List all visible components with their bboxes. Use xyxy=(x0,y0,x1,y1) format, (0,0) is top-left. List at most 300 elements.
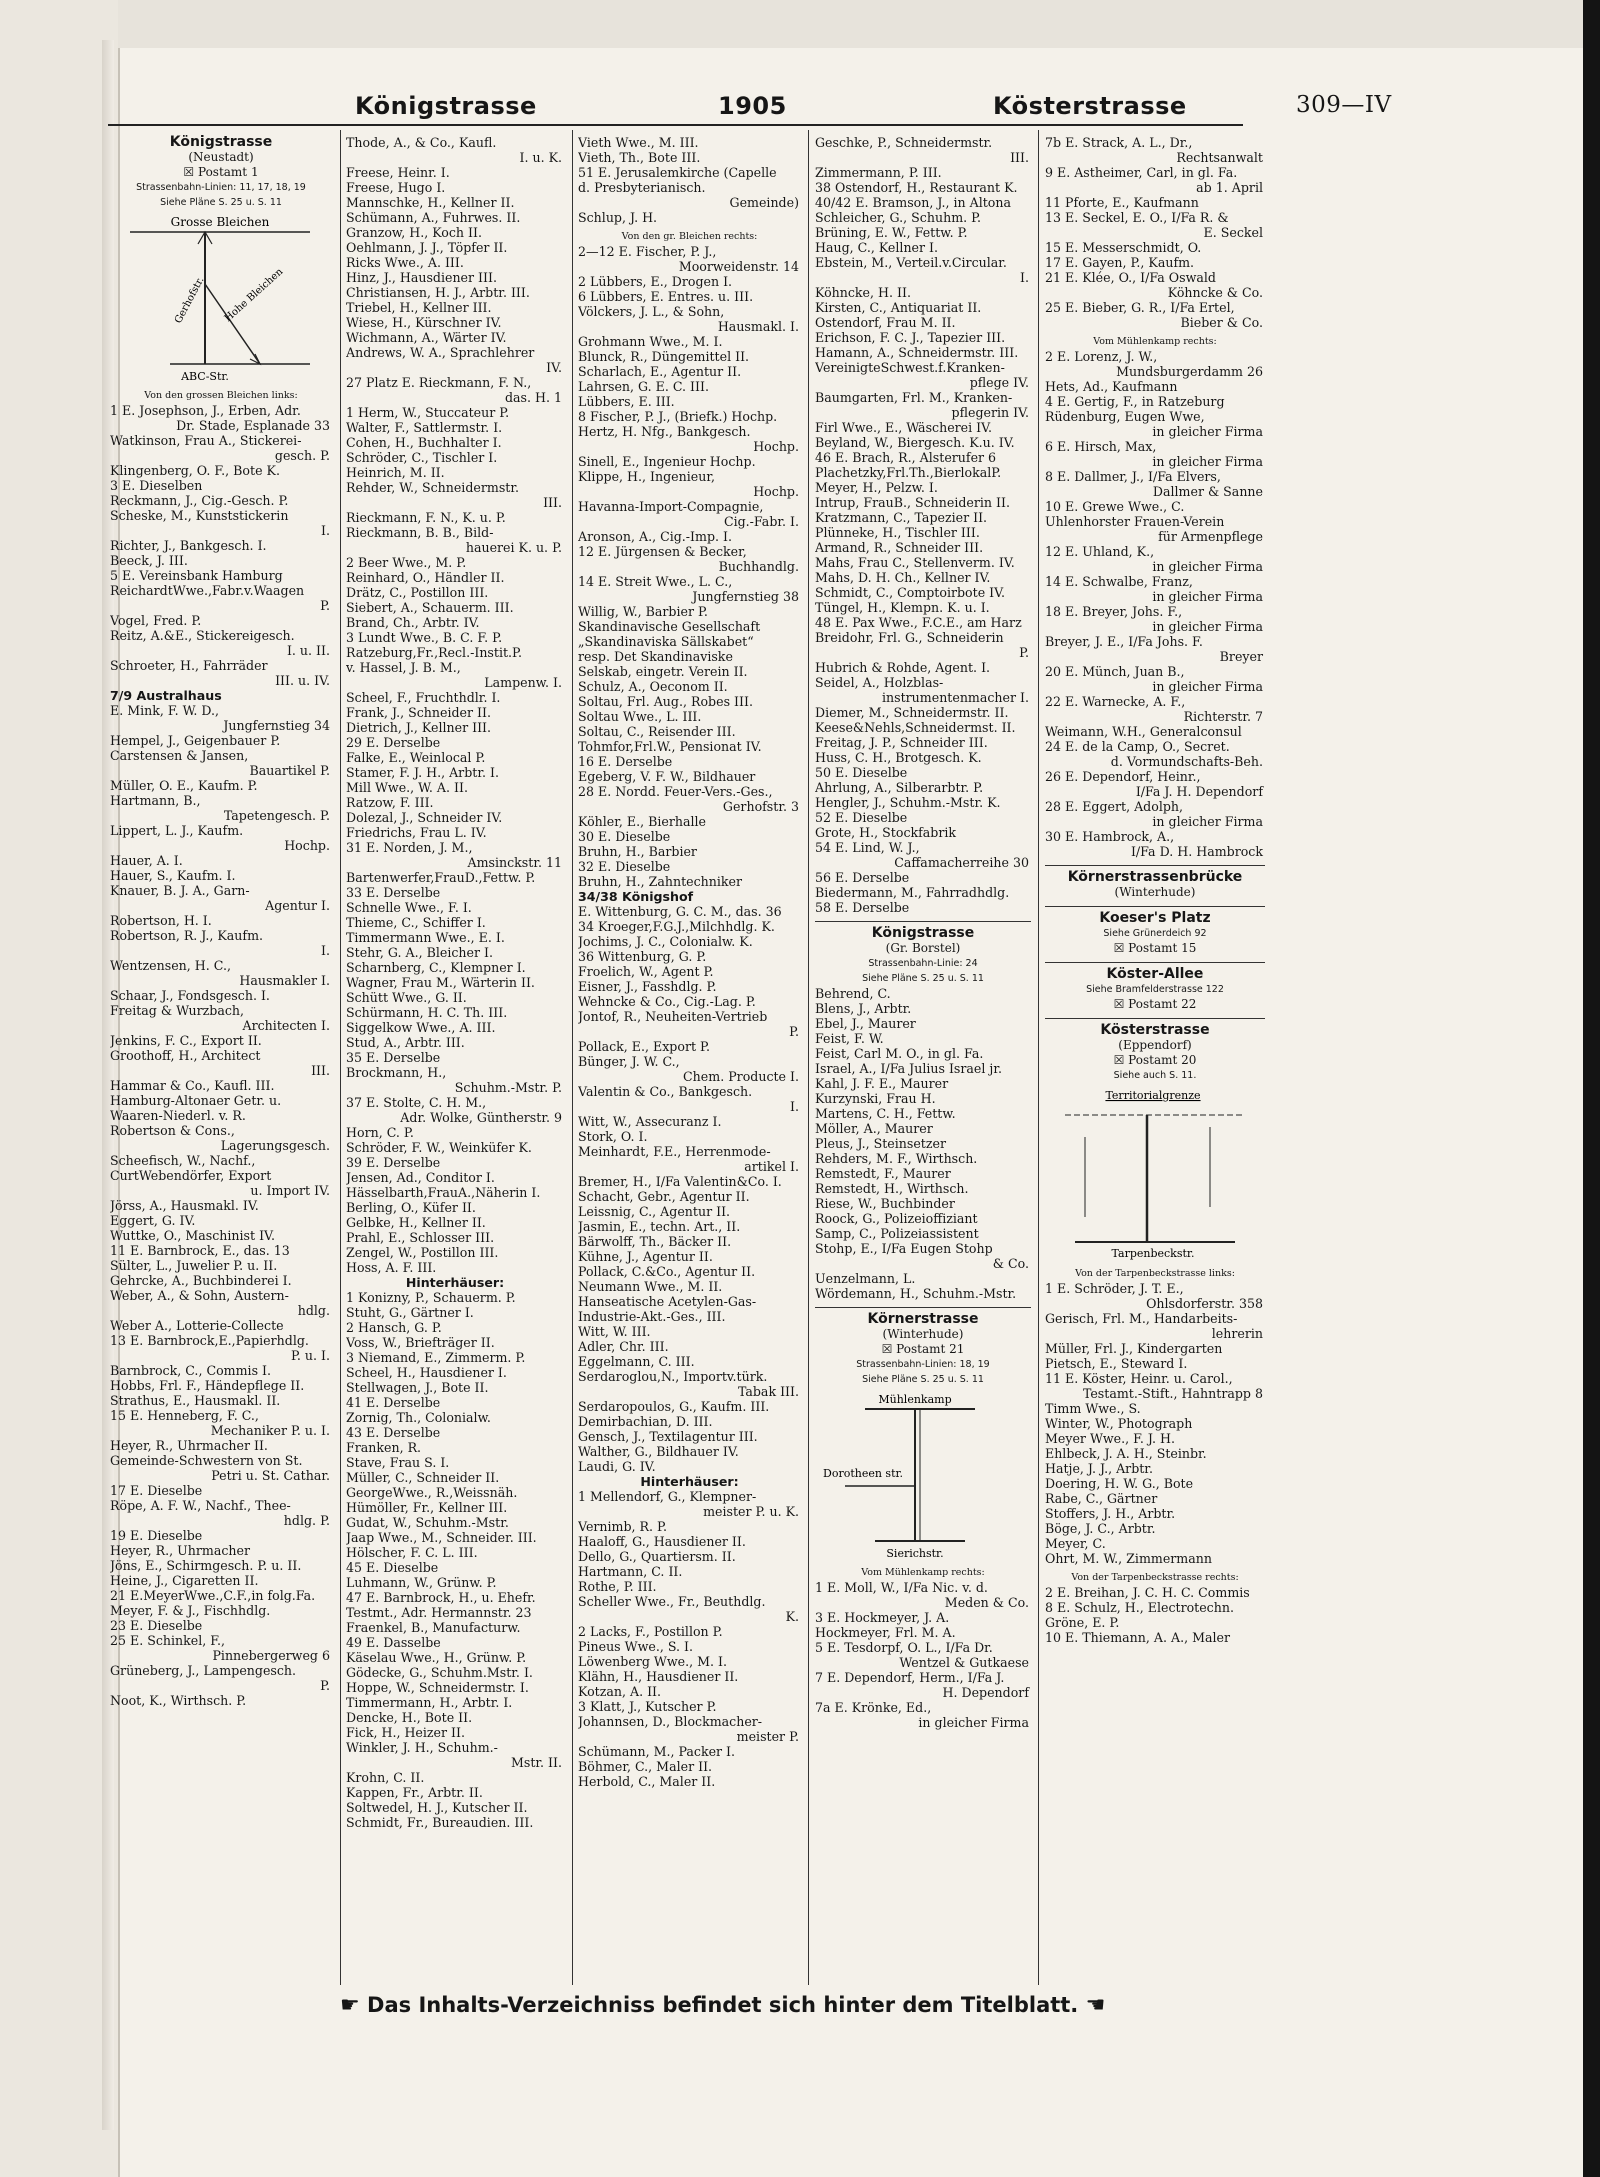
directory-entry: GeorgeWwe., R.,Weissnäh. xyxy=(346,1485,518,1500)
directory-entry: Stud, A., Arbtr. III. xyxy=(346,1035,465,1050)
directory-entry: Mannschke, H., Kellner II. xyxy=(346,195,515,210)
directory-entry: Hochp. xyxy=(753,439,799,454)
directory-entry: 32 E. Dieselbe xyxy=(578,859,671,874)
directory-entry: Watkinson, Frau A., Stickerei- xyxy=(110,433,302,448)
directory-entry: Köhler, E., Bierhalle xyxy=(578,814,706,829)
directory-entry: Noot, K., Wirthsch. P. xyxy=(110,1693,247,1708)
directory-entry: 2 E. Lorenz, J. W., xyxy=(1045,349,1158,364)
header-year: 1905 xyxy=(718,92,787,120)
directory-entry: Rüdenburg, Eugen Wwe, xyxy=(1045,409,1205,424)
directory-entry: meister P. xyxy=(736,1729,799,1744)
directory-entry: 14 E. Streit Wwe., L. C., xyxy=(578,574,733,589)
directory-entry: 7b E. Strack, A. L., Dr., xyxy=(1045,135,1193,150)
directory-entry: Schulz, A., Oeconom II. xyxy=(578,679,728,694)
directory-entry: Hümöller, Fr., Kellner III. xyxy=(346,1500,508,1515)
directory-entry: Winkler, J. H., Schuhm.- xyxy=(346,1740,498,1755)
directory-entry: 3 Lundt Wwe., B. C. F. P. xyxy=(346,630,503,645)
directory-entry: Hammar & Co., Kaufl. III. xyxy=(110,1078,275,1093)
directory-entry: Kahl, J. F. E., Maurer xyxy=(815,1076,949,1091)
footer-text: Das Inhalts-Verzeichniss befindet sich hinter dem Titelblatt. xyxy=(367,1993,1079,2017)
directory-entry: Armand, R., Schneider III. xyxy=(815,540,984,555)
directory-entry: Ebstein, M., Verteil.v.Circular. xyxy=(815,255,1007,270)
directory-entry: Bartenwerfer,FrauD.,Fettw. P. xyxy=(346,870,536,885)
map-label: ABC-Str. xyxy=(181,370,229,383)
directory-entry: Hochp. xyxy=(284,838,330,853)
directory-entry: 47 E. Barnbrock, H., u. Ehefr. xyxy=(346,1590,536,1605)
directory-entry: pflegerin IV. xyxy=(951,405,1029,420)
directory-entry: d. Vormundschafts-Beh. xyxy=(1110,754,1263,769)
map-label: Territorialgrenze xyxy=(1105,1089,1201,1102)
directory-entry: Architecten I. xyxy=(242,1018,330,1033)
directory-entry: Prahl, E., Schlosser III. xyxy=(346,1230,495,1245)
directory-entry: Carstensen & Jansen, xyxy=(110,748,249,763)
directory-entry: ☒ Postamt 1 xyxy=(183,165,259,179)
directory-entry: 1 E. Moll, W., I/Fa Nic. v. d. xyxy=(815,1580,988,1595)
directory-entry: Gerhofstr. 3 xyxy=(722,799,799,814)
directory-entry: Frank, J., Schneider II. xyxy=(346,705,491,720)
directory-entry: Schürmann, H. C. Th. III. xyxy=(346,1005,508,1020)
directory-entry: resp. Det Skandinaviske xyxy=(578,649,733,664)
directory-entry: Ratzow, F. III. xyxy=(346,795,434,810)
directory-entry: Lagerungsgesch. xyxy=(220,1138,330,1153)
directory-entry: Hengler, J., Schuhm.-Mstr. K. xyxy=(815,795,1001,810)
directory-entry: Strassenbahn-Linie: 24 xyxy=(868,958,978,969)
directory-entry: P. u. I. xyxy=(290,1348,330,1363)
pointing-hand-icon: ☛ xyxy=(340,1993,360,2018)
directory-entry: 34 Kroeger,F.G.J.,Milchhdlg. K. xyxy=(578,919,775,934)
directory-entry: Plachetzky,Frl.Th.,BierlokalP. xyxy=(815,465,1002,480)
directory-entry: Scheller Wwe., Fr., Beuthdlg. xyxy=(578,1594,766,1609)
direction-note: Von den grossen Bleichen links: xyxy=(144,390,298,401)
directory-entry: u. Import IV. xyxy=(250,1183,330,1198)
direction-note: Vom Mühlenkamp rechts: xyxy=(861,1567,985,1578)
directory-entry: Groothoff, H., Architect xyxy=(110,1048,261,1063)
directory-entry: Köhncke & Co. xyxy=(1167,285,1263,300)
street-map xyxy=(110,214,330,384)
directory-entry: Andrews, W. A., Sprachlehrer xyxy=(346,345,535,360)
directory-entry: Pollack, E., Export P. xyxy=(578,1039,710,1054)
directory-entry: Doering, H. W. G., Bote xyxy=(1045,1476,1194,1491)
directory-entry: Dietrich, J., Kellner III. xyxy=(346,720,492,735)
section-divider xyxy=(1045,865,1265,866)
directory-entry: Serdaroglou,N., Importv.türk. xyxy=(578,1369,768,1384)
directory-column-4 xyxy=(815,135,1031,1980)
directory-entry: Kirsten, C., Antiquariat II. xyxy=(815,300,982,315)
directory-entry: Huss, C. H., Brotgesch. K. xyxy=(815,750,982,765)
directory-entry: Klingenberg, O. F., Bote K. xyxy=(110,463,280,478)
page-header xyxy=(0,92,1600,132)
directory-entry: 52 E. Dieselbe xyxy=(815,810,908,825)
directory-entry: Dello, G., Quartiersm. II. xyxy=(578,1549,736,1564)
directory-entry: Friedrichs, Frau L. IV. xyxy=(346,825,487,840)
book-gutter xyxy=(0,0,120,2177)
directory-entry: Ahrlung, A., Silberarbtr. P. xyxy=(815,780,984,795)
directory-entry: 7/9 Australhaus xyxy=(110,688,222,703)
directory-entry: Hockmeyer, Frl. M. A. xyxy=(815,1625,956,1640)
directory-entry: ☒ Postamt 21 xyxy=(881,1342,965,1356)
directory-entry: Testamt.-Stift., Hahntrapp 8 xyxy=(1082,1386,1263,1401)
directory-entry: Scharnberg, C., Klempner I. xyxy=(346,960,526,975)
directory-entry: 50 E. Dieselbe xyxy=(815,765,908,780)
directory-entry: Müller, Frl. J., Kindergarten xyxy=(1045,1341,1223,1356)
directory-entry: Zimmermann, P. III. xyxy=(815,165,942,180)
directory-entry: Scheel, H., Hausdiener I. xyxy=(346,1365,507,1380)
directory-entry: Beyland, W., Biergesch. K.u. IV. xyxy=(815,435,1015,450)
directory-entry: Wentzensen, H. C., xyxy=(110,958,231,973)
directory-entry: Voss, W., Briefträger II. xyxy=(346,1335,495,1350)
directory-entry: 39 E. Derselbe xyxy=(346,1155,441,1170)
directory-entry: Schröder, C., Tischler I. xyxy=(346,450,498,465)
directory-entry: Kratzmann, C., Tapezier II. xyxy=(815,510,988,525)
directory-entry: Baumgarten, Frl. M., Kranken- xyxy=(815,390,1013,405)
directory-entry: 4 E. Gertig, F., in Ratzeburg xyxy=(1045,394,1225,409)
directory-entry: in gleicher Firma xyxy=(1152,589,1263,604)
directory-entry: Hamburg-Altonaer Getr. u. xyxy=(110,1093,282,1108)
directory-entry: Möller, A., Maurer xyxy=(815,1121,933,1136)
directory-entry: meister P. u. K. xyxy=(703,1504,799,1519)
directory-entry: Leissnig, C., Agentur II. xyxy=(578,1204,731,1219)
directory-entry: Adler, Chr. III. xyxy=(578,1339,669,1354)
directory-entry: Pietsch, E., Steward I. xyxy=(1045,1356,1188,1371)
directory-entry: hauerei K. u. P. xyxy=(465,540,562,555)
header-left-street: Königstrasse xyxy=(355,92,537,120)
directory-entry: Wiese, H., Kürschner IV. xyxy=(346,315,502,330)
directory-entry: Bärwolff, Th., Bäcker II. xyxy=(578,1234,732,1249)
directory-entry: Plünneke, H., Tischler III. xyxy=(815,525,980,540)
directory-entry: Weber A., Lotterie-Collecte xyxy=(110,1318,284,1333)
directory-entry: Siggelkow Wwe., A. III. xyxy=(346,1020,496,1035)
directory-entry: Stehr, G. A., Bleicher I. xyxy=(346,945,493,960)
directory-entry: Hässelbarth,FrauA.,Näherin I. xyxy=(346,1185,541,1200)
directory-entry: Kühne, J., Agentur II. xyxy=(578,1249,713,1264)
directory-entry: Soltau Wwe., L. III. xyxy=(578,709,702,724)
directory-entry: 30 E. Dieselbe xyxy=(578,829,671,844)
directory-column-5 xyxy=(1045,135,1265,1980)
directory-entry: 16 E. Derselbe xyxy=(578,754,673,769)
directory-entry: Hausmakl. I. xyxy=(717,319,799,334)
directory-entry: Grote, H., Stockfabrik xyxy=(815,825,957,840)
directory-entry: Robertson, H. I. xyxy=(110,913,212,928)
directory-entry: Scheel, F., Fruchthdlr. I. xyxy=(346,690,501,705)
directory-entry: Krohn, C. II. xyxy=(346,1770,425,1785)
directory-entry: Uenzelmann, L. xyxy=(815,1271,916,1286)
section-divider xyxy=(815,1307,1031,1308)
directory-entry: Sinell, E., Ingenieur Hochp. xyxy=(578,454,756,469)
street-map xyxy=(815,1391,1029,1561)
directory-entry: Bauartikel P. xyxy=(249,763,330,778)
directory-entry: Jörss, A., Hausmakl. IV. xyxy=(110,1198,259,1213)
directory-entry: 28 E. Eggert, Adolph, xyxy=(1045,799,1184,814)
directory-entry: 25 E. Bieber, G. R., I/Fa Ertel, xyxy=(1045,300,1235,315)
directory-entry: 18 E. Breyer, Johs. F., xyxy=(1045,604,1183,619)
directory-entry: Thieme, C., Schiffer I. xyxy=(346,915,486,930)
directory-entry: Feist, F. W. xyxy=(815,1031,884,1046)
directory-entry: Hinterhäuser: xyxy=(405,1275,505,1290)
directory-entry: Testmt., Adr. Hermannstr. 23 xyxy=(346,1605,532,1620)
directory-entry: Ohlsdorferstr. 358 xyxy=(1146,1296,1263,1311)
directory-entry: Biedermann, M., Fahrradhdlg. xyxy=(815,885,1010,900)
directory-entry: 25 E. Schinkel, F., xyxy=(110,1633,226,1648)
directory-entry: Johannsen, D., Blockmacher- xyxy=(578,1714,763,1729)
directory-column-2 xyxy=(346,135,564,1980)
directory-entry: Hobbs, Frl. F., Händepflege II. xyxy=(110,1378,305,1393)
directory-entry: (Gr. Borstel) xyxy=(885,941,961,955)
directory-entry: Bünger, J. W. C., xyxy=(578,1054,680,1069)
directory-entry: Hochp. xyxy=(753,484,799,499)
directory-entry: Mill Wwe., W. A. II. xyxy=(346,780,468,795)
directory-entry: I. xyxy=(321,943,330,958)
directory-entry: Tapetengesch. P. xyxy=(223,808,330,823)
directory-entry: Hets, Ad., Kaufmann xyxy=(1045,379,1178,394)
directory-entry: Fraenkel, B., Manufacturw. xyxy=(346,1620,521,1635)
directory-entry: 10 E. Thiemann, A. A., Maler xyxy=(1045,1630,1231,1645)
directory-entry: Bieber & Co. xyxy=(1180,315,1263,330)
directory-entry: Winter, W., Photograph xyxy=(1045,1416,1193,1431)
directory-entry: 1 E. Schröder, J. T. E., xyxy=(1045,1281,1184,1296)
directory-entry: Hartmann, C. II. xyxy=(578,1564,683,1579)
header-right-street: Kösterstrasse xyxy=(993,92,1187,120)
directory-entry: Erichson, F. C. J., Tapezier III. xyxy=(815,330,1006,345)
directory-entry: in gleicher Firma xyxy=(918,1715,1029,1730)
directory-entry: 29 E. Derselbe xyxy=(346,735,441,750)
directory-entry: Stave, Frau S. I. xyxy=(346,1455,450,1470)
directory-entry: Eggert, G. IV. xyxy=(110,1213,196,1228)
directory-entry: 14 E. Schwalbe, Franz, xyxy=(1045,574,1193,589)
directory-entry: Froelich, W., Agent P. xyxy=(578,964,714,979)
directory-entry: in gleicher Firma xyxy=(1152,619,1263,634)
directory-entry: Weber, A., & Sohn, Austern- xyxy=(110,1288,289,1303)
directory-entry: 10 E. Grewe Wwe., C. xyxy=(1045,499,1185,514)
directory-entry: Selskab, eingetr. Verein II. xyxy=(578,664,748,679)
directory-entry: Gröne, E. P. xyxy=(1045,1615,1120,1630)
directory-entry: in gleicher Firma xyxy=(1152,814,1263,829)
directory-entry: Mundsburgerdamm 26 xyxy=(1116,364,1263,379)
directory-entry: „Skandinaviska Sällskabet“ xyxy=(578,634,754,649)
directory-entry: Heyer, R., Uhrmacher II. xyxy=(110,1438,268,1453)
directory-entry: Jungfernstieg 34 xyxy=(223,718,330,733)
directory-entry: Jungfernstieg 38 xyxy=(692,589,799,604)
directory-entry: Roock, G., Polizeioffiziant xyxy=(815,1211,978,1226)
directory-entry: Pinnebergerweg 6 xyxy=(212,1648,330,1663)
directory-entry: Havanna-Import-Compagnie, xyxy=(578,499,764,514)
directory-entry: Freese, Heinr. I. xyxy=(346,165,450,180)
directory-entry: 8 E. Dallmer, J., I/Fa Elvers, xyxy=(1045,469,1221,484)
directory-entry: Timmermann Wwe., E. I. xyxy=(346,930,505,945)
directory-entry: 31 E. Norden, J. M., xyxy=(346,840,473,855)
directory-entry: Witt, W. III. xyxy=(578,1324,651,1339)
directory-entry: Hausmakler I. xyxy=(239,973,330,988)
street-heading: Königstrasse xyxy=(871,926,975,941)
directory-entry: P. xyxy=(320,1678,330,1693)
section-divider xyxy=(1045,906,1265,907)
directory-entry: 15 E. Messerschmidt, O. xyxy=(1045,240,1202,255)
directory-entry: 19 E. Dieselbe xyxy=(110,1528,203,1543)
directory-entry: P. xyxy=(320,598,330,613)
directory-entry: E. Seckel xyxy=(1203,225,1263,240)
directory-entry: Richterstr. 7 xyxy=(1183,709,1263,724)
directory-entry: Timm Wwe., S. xyxy=(1045,1401,1141,1416)
directory-entry: Ehlbeck, J. A. H., Steinbr. xyxy=(1045,1446,1207,1461)
directory-entry: Stamer, F. J. H., Arbtr. I. xyxy=(346,765,499,780)
directory-entry: Feist, Carl M. O., in gl. Fa. xyxy=(815,1046,984,1061)
map-label: Tarpenbeckstr. xyxy=(1111,1247,1195,1260)
directory-entry: Müller, C., Schneider II. xyxy=(346,1470,500,1485)
directory-entry: 5 E. Tesdorpf, O. L., I/Fa Dr. xyxy=(815,1640,993,1655)
directory-entry: Pineus Wwe., S. I. xyxy=(578,1639,693,1654)
directory-entry: Rehder, W., Schneidermstr. xyxy=(346,480,519,495)
directory-entry: Rieckmann, B. B., Bild- xyxy=(346,525,494,540)
directory-entry: Gemeinde) xyxy=(729,195,799,210)
directory-entry: für Armenpflege xyxy=(1158,529,1263,544)
directory-entry: Vogel, Fred. P. xyxy=(110,613,202,628)
directory-entry: Chem. Producte I. xyxy=(683,1069,799,1084)
directory-entry: 20 E. Münch, Juan B., xyxy=(1045,664,1185,679)
directory-entry: Cohen, H., Buchhalter I. xyxy=(346,435,502,450)
directory-entry: Scheefisch, W., Nachf., xyxy=(110,1153,256,1168)
directory-entry: Hamann, A., Schneidermstr. III. xyxy=(815,345,1019,360)
directory-entry: Gensch, J., Textilagentur III. xyxy=(578,1429,758,1444)
directory-entry: Schlup, J. H. xyxy=(578,210,658,225)
directory-entry: Jasmin, E., techn. Art., II. xyxy=(578,1219,741,1234)
directory-entry: Meden & Co. xyxy=(944,1595,1029,1610)
directory-entry: 17 E. Dieselbe xyxy=(110,1483,203,1498)
directory-entry: Rothe, P. III. xyxy=(578,1579,657,1594)
directory-entry: artikel I. xyxy=(744,1159,799,1174)
directory-entry: Mahs, Frau C., Stellenverm. IV. xyxy=(815,555,1015,570)
directory-entry: Hinterhäuser: xyxy=(640,1474,739,1489)
directory-entry: Wagner, Frau M., Wärterin II. xyxy=(346,975,535,990)
directory-entry: 2 Hansch, G. P. xyxy=(346,1320,442,1335)
directory-entry: E. Mink, F. W. D., xyxy=(110,703,220,718)
directory-entry: Rieckmann, F. N., K. u. P. xyxy=(346,510,506,525)
direction-note: Von der Tarpenbeckstrasse links: xyxy=(1075,1268,1235,1279)
directory-entry: Schaar, J., Fondsgesch. I. xyxy=(110,988,270,1003)
directory-entry: Klähn, H., Hausdiener II. xyxy=(578,1669,739,1684)
directory-entry: Hempel, J., Geigenbauer P. xyxy=(110,733,281,748)
directory-entry: gesch. P. xyxy=(274,448,330,463)
directory-entry: Tüngel, H., Klempn. K. u. I. xyxy=(815,600,990,615)
directory-entry: Müller, O. E., Kaufm. P. xyxy=(110,778,258,793)
directory-entry: & Co. xyxy=(992,1256,1029,1271)
directory-entry: Ohrt, M. W., Zimmermann xyxy=(1045,1551,1212,1566)
directory-entry: Schröder, F. W., Weinküfer K. xyxy=(346,1140,532,1155)
directory-entry: Meinhardt, F.E., Herrenmode- xyxy=(578,1144,771,1159)
directory-entry: Keese&Nehls,Schneidermst. II. xyxy=(815,720,1016,735)
directory-entry: Remstedt, F., Maurer xyxy=(815,1166,951,1181)
directory-entry: Vieth, Th., Bote III. xyxy=(578,150,701,165)
directory-entry: Bruhn, H., Zahntechniker xyxy=(578,874,743,889)
directory-entry: Grohmann Wwe., M. I. xyxy=(578,334,723,349)
directory-entry: 3 Niemand, E., Zimmerm. P. xyxy=(346,1350,526,1365)
directory-entry: 28 E. Nordd. Feuer-Vers.-Ges., xyxy=(578,784,773,799)
scan-right-border xyxy=(1583,0,1600,2177)
directory-entry: Brand, Ch., Arbtr. IV. xyxy=(346,615,480,630)
directory-entry: Freitag, J. P., Schneider III. xyxy=(815,735,988,750)
directory-entry: 12 E. Jürgensen & Becker, xyxy=(578,544,747,559)
directory-entry: Remstedt, H., Wirthsch. xyxy=(815,1181,969,1196)
map-label: Hohe Bleichen xyxy=(222,266,286,325)
directory-entry: Falke, E., Weinlocal P. xyxy=(346,750,486,765)
directory-entry: Meyer, C. xyxy=(1045,1536,1106,1551)
directory-entry: hdlg. xyxy=(297,1303,330,1318)
directory-entry: Drätz, C., Postillon III. xyxy=(346,585,489,600)
directory-entry: Schümann, A., Fuhrwes. II. xyxy=(346,210,521,225)
directory-entry: 23 E. Dieselbe xyxy=(110,1618,203,1633)
directory-entry: Franken, R. xyxy=(346,1440,422,1455)
directory-entry: Schacht, Gebr., Agentur II. xyxy=(578,1189,750,1204)
directory-entry: Beeck, J. III. xyxy=(110,553,188,568)
directory-entry: 8 Fischer, P. J., (Briefk.) Hochp. xyxy=(578,409,778,424)
directory-entry: 15 E. Henneberg, F. C., xyxy=(110,1408,259,1423)
section-divider xyxy=(815,921,1031,922)
directory-entry: 13 E. Seckel, E. O., I/Fa R. & xyxy=(1045,210,1229,225)
directory-entry: Petri u. St. Cathar. xyxy=(211,1468,330,1483)
directory-entry: 2 E. Breihan, J. C. H. C. Commis xyxy=(1045,1585,1250,1600)
directory-entry: 41 E. Derselbe xyxy=(346,1395,441,1410)
directory-entry: Aronson, A., Cig.-Imp. I. xyxy=(578,529,733,544)
directory-entry: Gelbke, H., Kellner II. xyxy=(346,1215,486,1230)
directory-entry: Industrie-Akt.-Ges., III. xyxy=(578,1309,726,1324)
directory-entry: Wentzel & Gutkaese xyxy=(899,1655,1029,1670)
header-rule xyxy=(108,124,1243,126)
directory-entry: Blens, J., Arbtr. xyxy=(815,1001,912,1016)
directory-entry: Bremer, H., I/Fa Valentin&Co. I. xyxy=(578,1174,782,1189)
directory-entry: Hubrich & Rohde, Agent. I. xyxy=(815,660,991,675)
street-heading: Koeser's Platz xyxy=(1099,911,1211,926)
directory-entry: VereinigteSchwest.f.Kranken- xyxy=(815,360,1005,375)
directory-entry: Klippe, H., Ingenieur, xyxy=(578,469,715,484)
directory-entry: Meyer, H., Pelzw. I. xyxy=(815,480,938,495)
footer-notice xyxy=(340,1993,1240,2023)
directory-entry: 7 E. Dependorf, Herm., I/Fa J. xyxy=(815,1670,1005,1685)
map-label: Sierichstr. xyxy=(886,1547,944,1560)
directory-entry: Zornig, Th., Colonialw. xyxy=(346,1410,491,1425)
directory-entry: Soltau, C., Reisender III. xyxy=(578,724,736,739)
street-heading: Körnerstrassenbrücke xyxy=(1067,870,1243,885)
directory-entry: Soltwedel, H. J., Kutscher II. xyxy=(346,1800,528,1815)
directory-entry: Schümann, M., Packer I. xyxy=(578,1744,736,1759)
directory-entry: Ratzeburg,Fr.,Recl.-Instit.P. xyxy=(346,645,522,660)
directory-entry: I. u. K. xyxy=(519,150,562,165)
directory-entry: Timmermann, H., Arbtr. I. xyxy=(346,1695,513,1710)
directory-entry: Siehe Bramfelderstrasse 122 xyxy=(1086,984,1224,995)
directory-entry: Meyer Wwe., F. J. H. xyxy=(1045,1431,1175,1446)
directory-entry: pflege IV. xyxy=(969,375,1029,390)
directory-entry: I. u. II. xyxy=(286,643,330,658)
directory-entry: Hölscher, F. C. L. III. xyxy=(346,1545,478,1560)
column-divider xyxy=(340,130,341,1985)
directory-entry: Lampenw. I. xyxy=(484,675,562,690)
directory-entry: Stoffers, J. H., Arbtr. xyxy=(1045,1506,1176,1521)
direction-note: Von den gr. Bleichen rechts: xyxy=(621,231,758,242)
map-label: Dorotheen str. xyxy=(823,1467,904,1480)
directory-entry: Brüning, E. W., Fettw. P. xyxy=(815,225,968,240)
directory-entry: Käselau Wwe., H., Grünw. P. xyxy=(346,1650,527,1665)
directory-entry: in gleicher Firma xyxy=(1152,454,1263,469)
directory-entry: 30 E. Hambrock, A., xyxy=(1045,829,1175,844)
directory-entry: Diemer, M., Schneidermstr. II. xyxy=(815,705,1009,720)
directory-column-1 xyxy=(110,135,332,1980)
directory-entry: Reckmann, J., Cig.-Gesch. P. xyxy=(110,493,289,508)
street-heading: Köster-Allee xyxy=(1106,967,1204,982)
directory-entry: 26 E. Dependorf, Heinr., xyxy=(1045,769,1201,784)
directory-entry: Amsinckstr. 11 xyxy=(467,855,562,870)
directory-entry: Brockmann, H., xyxy=(346,1065,447,1080)
directory-entry: Schuhm.-Mstr. P. xyxy=(454,1080,562,1095)
directory-entry: Triebel, H., Kellner III. xyxy=(346,300,492,315)
directory-entry: Hertz, H. Nfg., Bankgesch. xyxy=(578,424,751,439)
directory-entry: Siehe Pläne S. 25 u. S. 11 xyxy=(160,197,282,208)
